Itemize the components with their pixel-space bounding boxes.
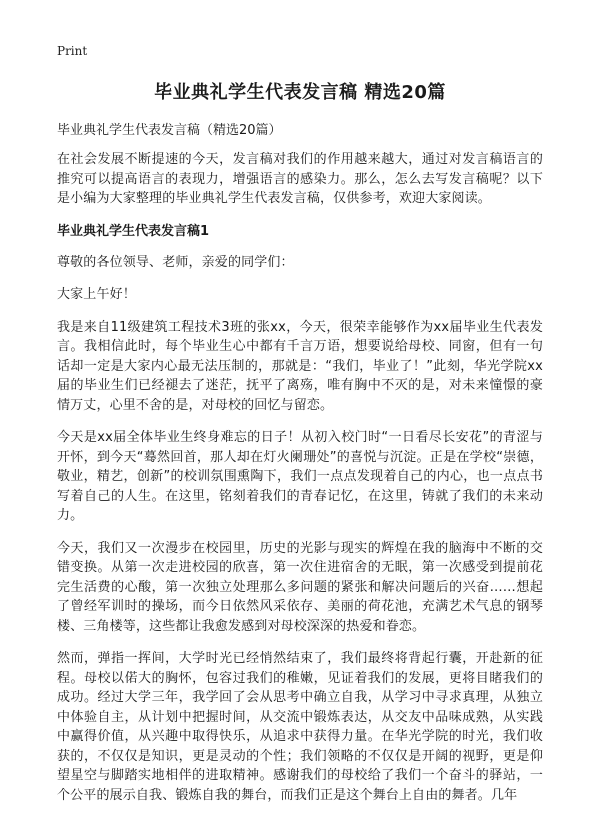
article-body (57, 121, 543, 818)
body-paragraph: 今天是xx届全体毕业生终身难忘的日子！从初入校门时“一日看尽长安花”的青涩与开怀，到今天“蓦然回首，那人却在灯火阑珊处”的喜悦与沉淀。正是在学校“崇德，敬业，精艺，创新”的校训氛围熏陶下，我们一点点发现着自己的内心，也一点点书写着自己的人生。在这里，铭刻着我们的青春记忆，在这里，铸就了我们的未来动力。 (57, 430, 543, 523)
body-paragraph: 今天，我们又一次漫步在校园里，历史的光影与现实的辉煌在我的脑海中不断的交错变换。从第一次走进校园的欣喜，第一次住进宿舍的无眠，第一次感受到提前花完生活费的心酸，第一次独立处理那么多问题的紧张和解决问题后的兴奋……想起了曾经军训时的操场，而今日依然风采依存、美丽的荷花池，充满艺术气息的钢琴楼、三角楼等，这些都让我愈发感到对母校深深的热爱和眷恋。 (57, 540, 543, 634)
page-title: 毕业典礼学生代表发言稿 精选20篇 (154, 82, 446, 103)
body-paragraph: 然而，弹指一挥间，大学时光已经悄然结束了，我们最终将背起行囊，开赴新的征程。母校以偌大的胸怀，包容过我们的稚嫩，见证着我们的发展，更将目睹我们的成功。经过大学三年，我学回了会从思考中确立自我，从学习中寻求真理，从独立中体验自主，从计划中把握时间，从交流中锻炼表达，从交友中品味成熟，从实践中赢得价值，从兴趣中取得快乐，从追求中获得力量。在华光学院的时光，我们收获的，不仅仅是知识，更是灵动的个性；我们领略的不仅仅是开阔的视野，更是仰望星空与脚踏实地相伴的进取精神。感谢我们的母校给了我们一个奋斗的驿站，一个公平的展示自我、锻炼自我的舞台，而我们正是这个舞台上自由的舞者。几年 (57, 651, 543, 803)
body-paragraph: 我是来自11级建筑工程技术3班的张xx，今天，很荣幸能够作为xx届毕业生代表发言。我相信此时，每个毕业生心中都有千言万语，想要说给母校、同窗，但有一句话却一定是大家内心最无法压制的，那就是：“我们，毕业了！”此刻，华光学院xx届的毕业生们已经褪去了迷茫，抚平了离殇，唯有胸中不灭的是，对未来憧憬的豪情万丈，心里不舍的是，对母校的回忆与留恋。 (57, 319, 543, 413)
intro-paragraph: 在社会发展不断提速的今天，发言稿对我们的作用越来越大，通过对发言稿语言的推究可以提高语言的表现力，增强语言的感染力。那么，怎么去写发言稿呢？以下是小编为大家整理的毕业典礼学生代表发言稿，仅供参考，欢迎大家阅读。 (57, 152, 543, 206)
greeting: 大家上午好！ (57, 287, 136, 302)
section-heading: 毕业典礼学生代表发言稿1 (57, 223, 210, 239)
print-link[interactable]: Print (57, 44, 88, 58)
salutation: 尊敬的各位领导、老师，亲爱的同学们： (57, 254, 294, 270)
article-subtitle: 毕业典礼学生代表发言稿（精选20篇） (57, 123, 282, 138)
